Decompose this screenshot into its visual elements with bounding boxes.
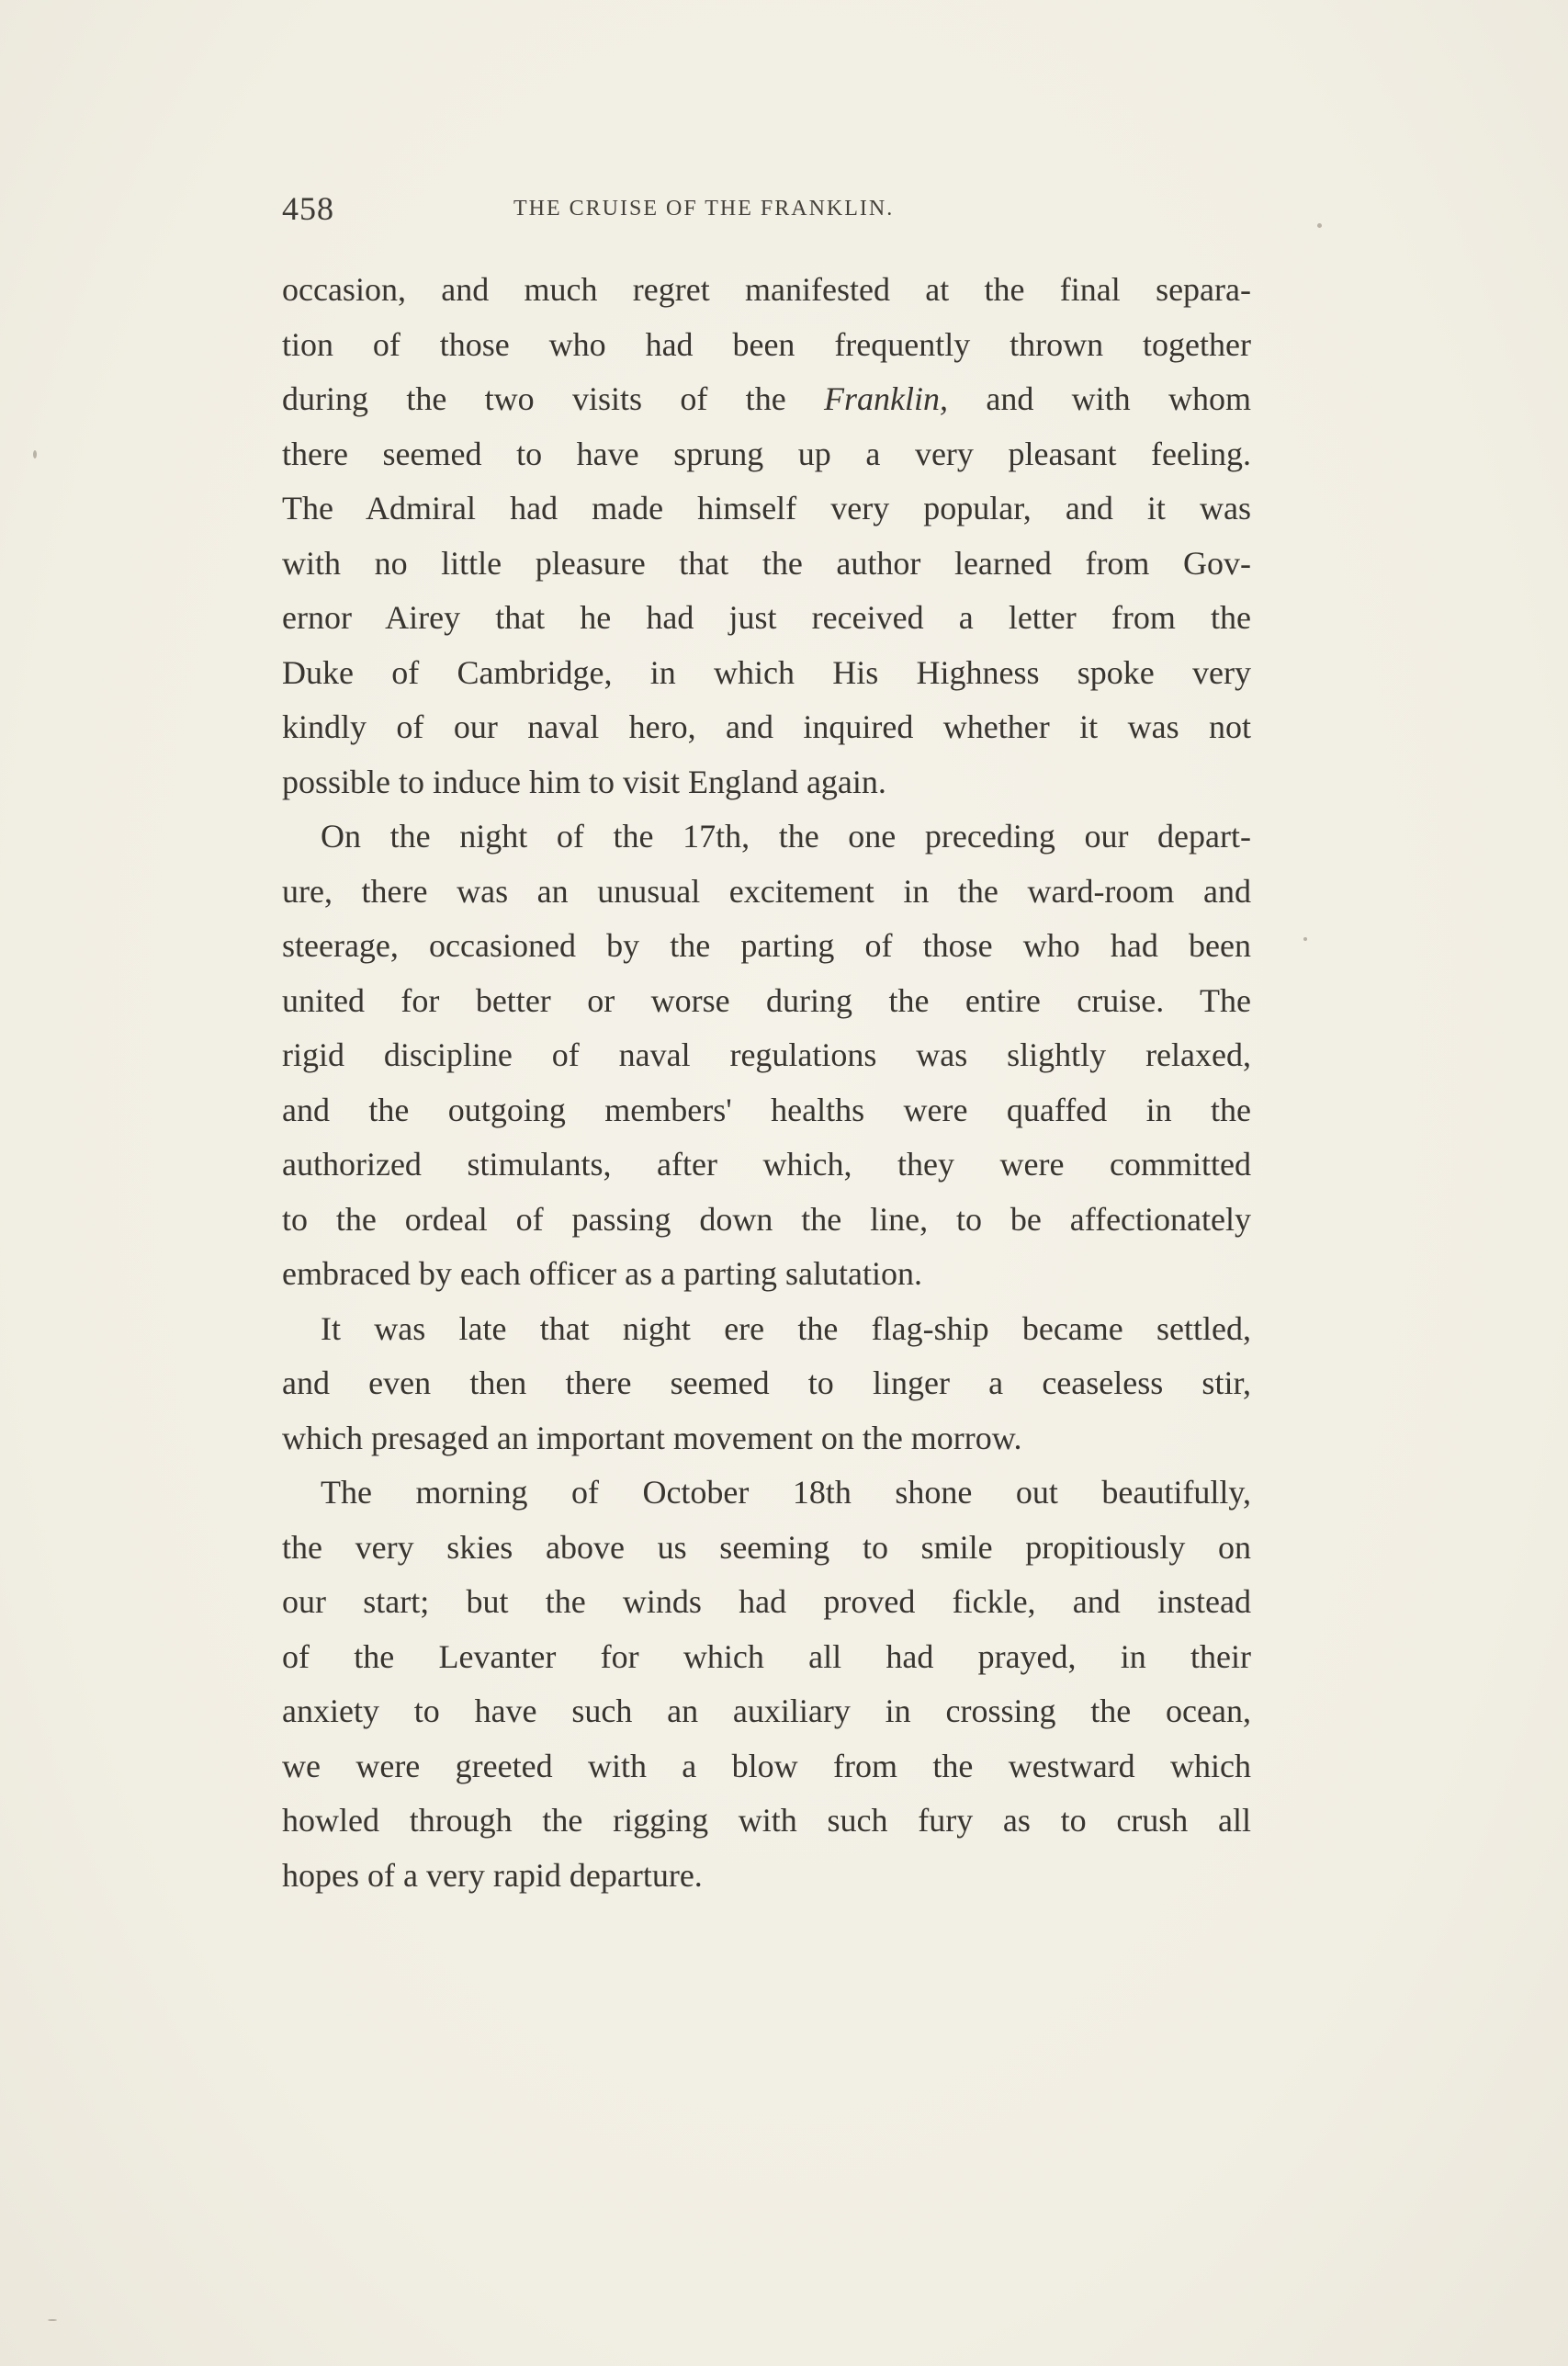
text-line: The Admiral had made himself very popular, and it was bbox=[282, 490, 1251, 526]
text-line: ure, there was an unusual excitement in the ward-room and bbox=[282, 872, 1251, 910]
text-line: steerage, occasioned by the parting of those who had been bbox=[282, 927, 1251, 964]
text-line: we were greeted with a blow from the westward which bbox=[282, 1747, 1251, 1784]
text-line: It was late that night ere the flag-ship became settled, bbox=[321, 1309, 1251, 1347]
paper-speck bbox=[48, 2319, 57, 2321]
text-line: possible to induce him to visit England again. bbox=[282, 763, 886, 800]
paper-speck bbox=[1303, 937, 1307, 941]
text-line: The morning of October 18th shone out beautifully, bbox=[321, 1474, 1251, 1511]
text-line: and the outgoing members' healths were quaffed in the bbox=[282, 1091, 1251, 1128]
text-line: and even then there seemed to linger a ceaseless stir, bbox=[282, 1364, 1251, 1401]
text-line bbox=[282, 372, 1251, 427]
text-line: howled through the rigging with such fury as to crush all bbox=[282, 1802, 1251, 1839]
text-line: authorized stimulants, after which, they were committed bbox=[282, 1146, 1251, 1183]
text-line: rigid discipline of naval regulations was slightly relaxed, bbox=[282, 1036, 1251, 1073]
text-line: On the night of the 17th, the one preceding our depart- bbox=[321, 818, 1251, 855]
running-title: THE CRUISE OF THE FRANKLIN. bbox=[513, 197, 895, 221]
text-line: our start; but the winds had proved fickle, and instead bbox=[282, 1583, 1251, 1620]
text-fragment: and with whom bbox=[986, 380, 1251, 417]
text-line: embraced by each officer as a parting salutation. bbox=[282, 1255, 923, 1292]
paper-speck bbox=[33, 450, 37, 458]
page-number: 458 bbox=[282, 190, 334, 227]
text-line: there seemed to have sprung up a very pleasant feeling. bbox=[282, 435, 1251, 472]
text-fragment: during the two visits of the bbox=[282, 380, 786, 417]
text-line: anxiety to have such an auxiliary in crossing the ocean, bbox=[282, 1692, 1251, 1729]
ship-name-italic: Franklin, bbox=[824, 380, 948, 417]
text-line: of the Levanter for which all had prayed, in their bbox=[282, 1637, 1251, 1675]
text-line: with no little pleasure that the author learned from Gov- bbox=[282, 544, 1251, 582]
text-line: kindly of our naval hero, and inquired whether it was not bbox=[282, 708, 1251, 745]
text-line: Duke of Cambridge, in which His Highness spoke very bbox=[282, 653, 1251, 691]
text-line: tion of those who had been frequently thrown together bbox=[282, 325, 1251, 363]
text-line: occasion, and much regret manifested at the final separa- bbox=[282, 271, 1251, 308]
text-line: ernor Airey that he had just received a letter from the bbox=[282, 599, 1251, 636]
text-line: united for better or worse during the entire cruise. The bbox=[282, 981, 1251, 1019]
text-line: to the ordeal of passing down the line, to be affectionately bbox=[282, 1200, 1251, 1238]
body-text bbox=[282, 263, 1251, 1903]
text-line: the very skies above us seeming to smile propitiously on bbox=[282, 1528, 1251, 1566]
paper-speck bbox=[1317, 223, 1322, 228]
text-line: hopes of a very rapid departure. bbox=[282, 1856, 703, 1894]
running-head bbox=[282, 189, 1251, 235]
text-line: which presaged an important movement on the morrow. bbox=[282, 1419, 1022, 1456]
